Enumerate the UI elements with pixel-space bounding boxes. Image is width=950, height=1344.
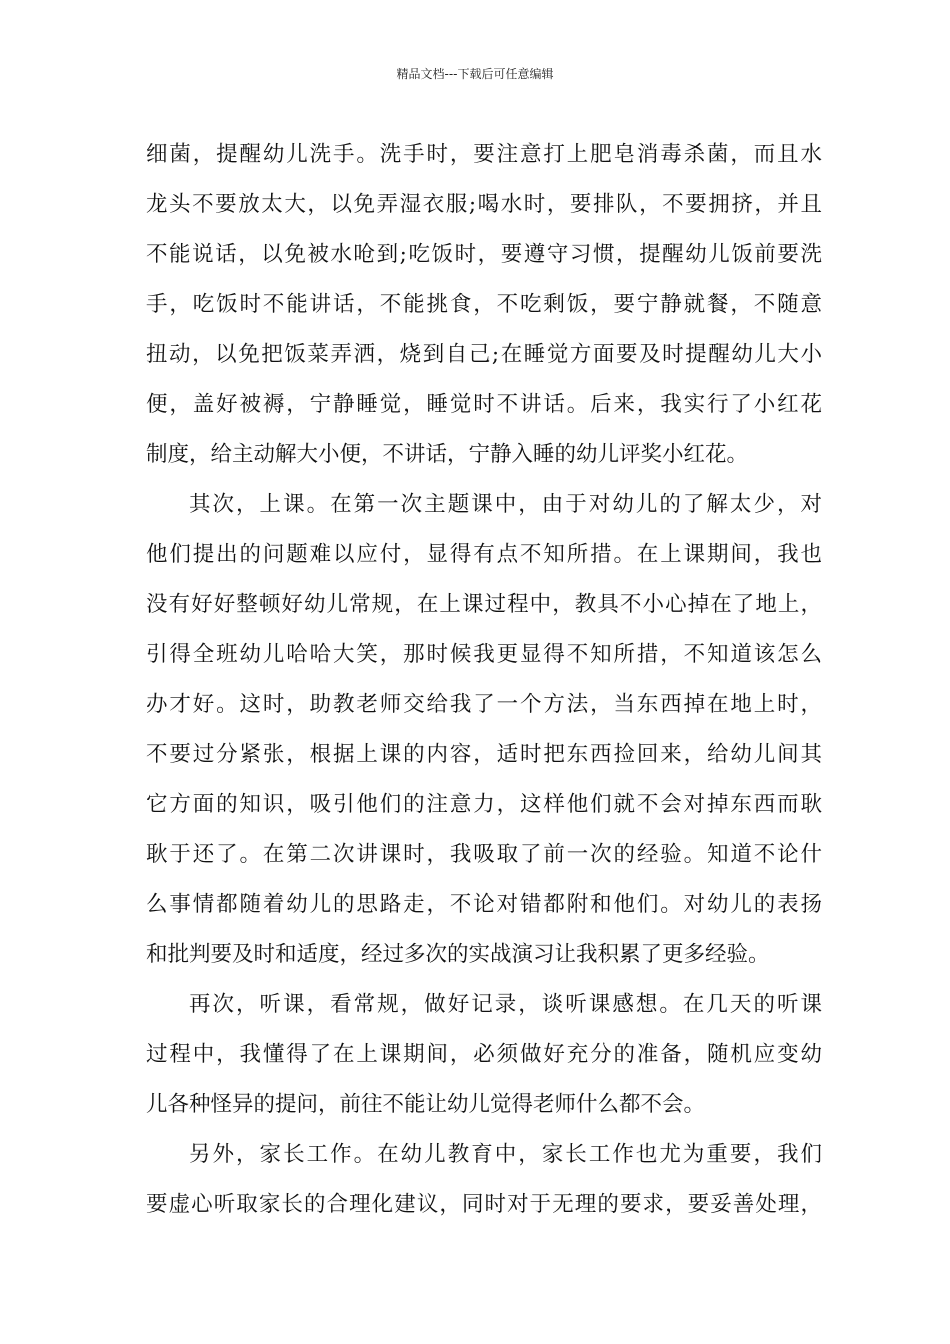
text-line: 不要过分紧张，根据上课的内容，适时把东西捡回来，给幼儿间其 — [146, 742, 822, 767]
text-line: 便，盖好被褥，宁静睡觉，睡觉时不讲话。后来，我实行了小红花 — [146, 392, 822, 417]
text-line: 另外，家长工作。在幼儿教育中，家长工作也尤为重要，我们 — [189, 1142, 822, 1167]
text-line: 儿各种怪异的提问，前往不能让幼儿觉得老师什么都不会。 — [146, 1092, 706, 1117]
text-line: 龙头不要放太大，以免弄湿衣服;喝水时，要排队，不要拥挤，并且 — [146, 192, 822, 217]
text-line: 再次，听课，看常规，做好记录，谈听课感想。在几天的听课 — [189, 992, 822, 1017]
text-line: 办才好。这时，助教老师交给我了一个方法，当东西掉在地上时， — [146, 692, 822, 717]
text-line: 制度，给主动解大小便，不讲话，宁静入睡的幼儿评奖小红花。 — [146, 442, 749, 467]
text-line: 其次，上课。在第一次主题课中，由于对幼儿的了解太少，对 — [189, 492, 822, 517]
text-line: 么事情都随着幼儿的思路走，不论对错都附和他们。对幼儿的表扬 — [146, 892, 822, 917]
text-line: 它方面的知识，吸引他们的注意力，这样他们就不会对掉东西而耿 — [146, 792, 822, 817]
text-line: 引得全班幼儿哈哈大笑，那时候我更显得不知所措，不知道该怎么 — [146, 642, 822, 667]
text-line: 耿于还了。在第二次讲课时，我吸取了前一次的经验。知道不论什 — [146, 842, 822, 867]
text-line: 要虚心听取家长的合理化建议，同时对于无理的要求，要妥善处理， — [146, 1192, 822, 1217]
text-line: 扭动，以免把饭菜弄洒，烧到自己;在睡觉方面要及时提醒幼儿大小 — [146, 342, 822, 367]
text-line: 他们提出的问题难以应付，显得有点不知所措。在上课期间，我也 — [146, 542, 822, 567]
text-line: 手，吃饭时不能讲话，不能挑食，不吃剩饭，要宁静就餐，不随意 — [146, 292, 822, 317]
text-line: 没有好好整顿好幼儿常规，在上课过程中，教具不小心掉在了地上， — [146, 592, 822, 617]
text-line: 和批判要及时和适度，经过多次的实战演习让我积累了更多经验。 — [146, 942, 770, 967]
body-text — [146, 130, 822, 1230]
page-header: 精品文档---下载后可任意编辑 — [396, 67, 554, 81]
text-line: 细菌，提醒幼儿洗手。洗手时，要注意打上肥皂消毒杀菌，而且水 — [146, 142, 822, 167]
text-line: 不能说话，以免被水呛到;吃饭时，要遵守习惯，提醒幼儿饭前要洗 — [146, 242, 822, 267]
text-line: 过程中，我懂得了在上课期间，必须做好充分的准备，随机应变幼 — [146, 1042, 822, 1067]
